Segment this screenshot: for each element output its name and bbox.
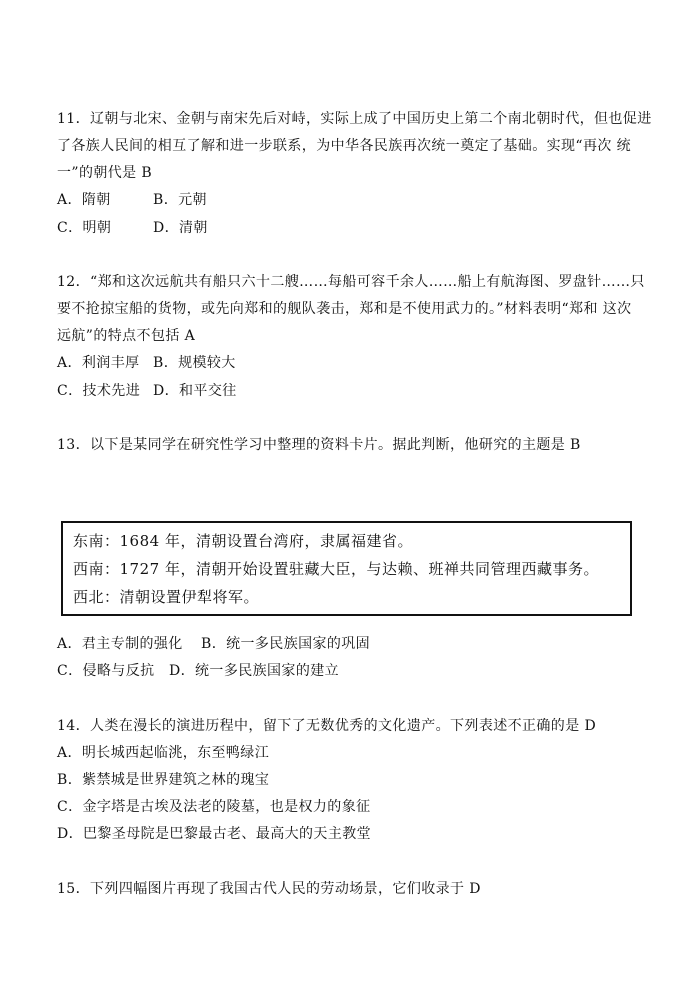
q11-options-row-1	[57, 190, 207, 210]
q13-options-row-1	[57, 634, 370, 654]
q12-option-b: B．规模较大	[153, 355, 236, 371]
q12-stem-line-3: 远航”的特点不包括 A	[57, 328, 196, 344]
q14-stem-line-1: 14．人类在漫长的演进历程中，留下了无数优秀的文化遗产。下列表述不正确的是 D	[57, 718, 597, 734]
q12-option-c: C．技术先进	[57, 383, 141, 399]
q14-option-b: B．紫禁城是世界建筑之林的瑰宝	[57, 772, 270, 788]
q13-options-row-2	[57, 661, 339, 681]
q15-stem-line-1: 15．下列四幅图片再现了我国古代人民的劳动场景，它们收录于 D	[57, 881, 481, 897]
q11-stem-line-1: 11．辽朝与北宋、金朝与南宋先后对峙，实际上成了中国历史上第二个南北朝时代，但也促进	[57, 111, 652, 127]
data-card	[61, 521, 632, 616]
q12-stem-line-1: 12．“郑和这次远航共有船只六十二艘……每船可容千余人……船上有航海图、罗盘针……只	[57, 274, 645, 290]
card-line-southwest: 西南：1727 年，清朝开始设置驻藏大臣，与达赖、班禅共同管理西藏事务。	[73, 560, 599, 578]
q14-option-a: A．明长城西起临洮，东至鸭绿江	[57, 745, 270, 761]
card-line-northwest: 西北：清朝设置伊犁将军。	[73, 588, 260, 606]
q14-option-c: C．金字塔是古埃及法老的陵墓，也是权力的象征	[57, 799, 371, 815]
q11-option-a: A．隋朝	[57, 192, 111, 208]
q13-option-b: B．统一多民族国家的巩固	[201, 636, 371, 652]
q12-options-row-2	[57, 381, 237, 401]
q12-stem-line-2: 要不抢掠宝船的货物，或先向郑和的舰队袭击，郑和是不使用武力的。”材料表明“郑和 这次	[57, 301, 632, 317]
q11-option-d: D．清朝	[153, 220, 208, 236]
card-line-southeast: 东南：1684 年，清朝设置台湾府，隶属福建省。	[73, 532, 413, 550]
q13-option-a: A．君主专制的强化	[57, 636, 183, 652]
q14-option-d: D．巴黎圣母院是巴黎最古老、最高大的天主教堂	[57, 826, 372, 842]
q11-stem-line-2: 了各族人民间的相互了解和进一步联系，为中华各民族再次统一奠定了基础。实现“再次 统	[57, 138, 632, 154]
q13-stem-line-1: 13．以下是某同学在研究性学习中整理的资料卡片。据此判断，他研究的主题是 B	[57, 437, 581, 453]
q11-options-row-2	[57, 218, 208, 238]
q11-stem-line-3: 一”的朝代是 B	[57, 165, 153, 181]
q12-options-row-1	[57, 353, 236, 373]
q11-option-b: B．元朝	[153, 192, 207, 208]
q13-option-d: D．统一多民族国家的建立	[169, 663, 340, 679]
q12-option-d: D．和平交往	[153, 383, 237, 399]
q12-option-a: A．利润丰厚	[57, 355, 140, 371]
q11-option-c: C．明朝	[57, 220, 112, 236]
q13-option-c: C．侵略与反抗	[57, 663, 155, 679]
